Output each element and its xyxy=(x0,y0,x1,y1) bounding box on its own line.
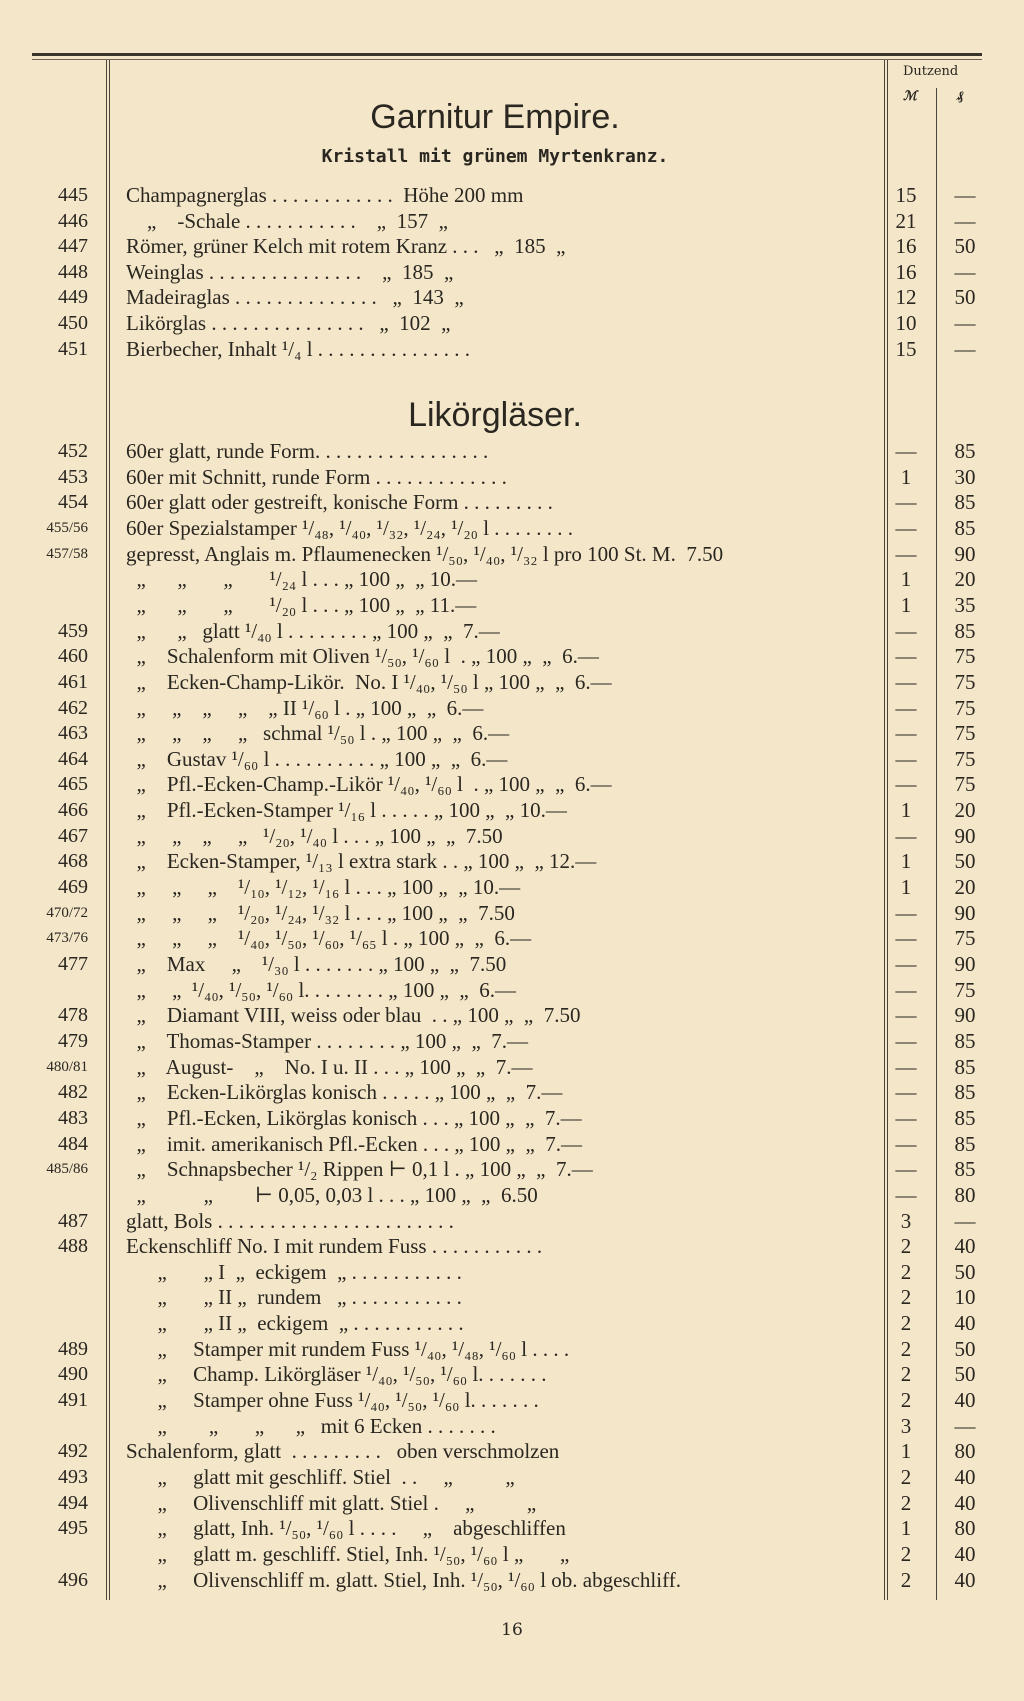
price-mark: — xyxy=(895,772,917,797)
item-number: 461 xyxy=(58,670,88,693)
item-description: „ glatt m. geschliff. Stiel, Inh. ¹/₅₀, ¹/₆₀ l „ „ xyxy=(126,1541,570,1566)
table-row xyxy=(0,439,1024,464)
item-number: 485/86 xyxy=(46,1161,88,1178)
price-pfennig: 40 xyxy=(954,1490,976,1515)
item-description: „ Pfl.-Ecken, Likörglas konisch . . . „ 100 „ „ 7.— xyxy=(126,1105,582,1130)
item-number: 465 xyxy=(58,773,88,796)
table-row xyxy=(0,875,1024,900)
item-description: „ „ ⊢ 0,05, 0,03 l . . . „ 100 „ „ 6.50 xyxy=(126,1182,538,1207)
table-row xyxy=(0,311,1024,336)
price-mark: 16 xyxy=(895,234,917,259)
section-title-garnitur-empire: Garnitur Empire. xyxy=(370,98,620,136)
price-mark: — xyxy=(895,541,917,566)
price-mark: 2 xyxy=(900,1285,912,1310)
item-description: „ „ „ „ „ II ¹/₆₀ l . „ 100 „ „ 6.— xyxy=(126,695,484,720)
item-number: 455/56 xyxy=(46,519,88,536)
item-description: „ Stamper ohne Fuss ¹/₄₀, ¹/₅₀, ¹/₆₀ l. . . . . . . xyxy=(126,1388,539,1413)
table-row xyxy=(0,798,1024,823)
table-row xyxy=(0,952,1024,977)
price-mark: 1 xyxy=(900,849,912,874)
price-mark: 15 xyxy=(895,336,917,361)
price-pfennig: 50 xyxy=(954,285,976,310)
price-pfennig: 50 xyxy=(954,234,976,259)
item-number: 470/72 xyxy=(46,904,88,921)
price-pfennig: 85 xyxy=(954,1105,976,1130)
item-description: 60er glatt oder gestreift, konische Form . . . . . . . . . xyxy=(126,490,553,515)
item-description: „ Diamant VIII, weiss oder blau . . „ 100 „ „ 7.50 xyxy=(126,1003,581,1028)
price-pfennig: — xyxy=(954,1208,976,1233)
price-pfennig: 20 xyxy=(954,567,976,592)
item-number: 459 xyxy=(58,619,88,642)
item-description: „ glatt mit geschliff. Stiel . . „ „ xyxy=(126,1465,515,1489)
item-description: „ Ecken-Stamper, ¹/₁₃ l extra stark . . „ 100 „ „ 12.— xyxy=(126,849,597,874)
price-mark: — xyxy=(895,695,917,720)
item-description: „ Stamper mit rundem Fuss ¹/₄₀, ¹/₄₈, ¹/₆₀ l . . . . xyxy=(126,1336,570,1361)
price-mark: — xyxy=(895,926,917,951)
table-row xyxy=(0,516,1024,541)
item-number: 469 xyxy=(58,876,88,899)
price-mark: 2 xyxy=(900,1541,912,1566)
price-mark: — xyxy=(895,1157,917,1182)
table-row xyxy=(0,1414,1024,1439)
table-row xyxy=(0,772,1024,797)
item-number: 450 xyxy=(58,312,88,334)
table-row xyxy=(0,1439,1024,1464)
item-number: 457/58 xyxy=(46,545,88,562)
price-mark: 2 xyxy=(900,1336,912,1361)
table-row xyxy=(0,670,1024,695)
price-pfennig: 85 xyxy=(954,490,976,515)
item-description: gepresst, Anglais m. Pflaumenecken ¹/₅₀, ¹/₄₀, ¹/₃₂ l pro 100 St. M. 7.50 xyxy=(126,541,724,566)
price-pfennig: 35 xyxy=(954,592,976,617)
item-description: „ „ II „ eckigem „ . . . . . . . . . . . xyxy=(126,1311,464,1336)
table-row xyxy=(0,1362,1024,1387)
price-mark: 1 xyxy=(900,1516,912,1541)
price-pfennig: 40 xyxy=(954,1541,976,1566)
table-row xyxy=(0,542,1024,567)
price-pfennig: 40 xyxy=(954,1465,976,1489)
price-pfennig: 85 xyxy=(954,1157,976,1182)
item-description: „ Ecken-Likörglas konisch . . . . . „ 100 „ „ 7.— xyxy=(126,1080,563,1105)
item-number: 488 xyxy=(58,1235,88,1258)
price-pfennig: — xyxy=(954,336,976,361)
table-row xyxy=(0,1132,1024,1157)
item-description: „ Ecken-Champ-Likör. No. I ¹/₄₀, ¹/₅₀ l „ 100 „ „ 6.— xyxy=(126,669,612,694)
table-row xyxy=(0,1516,1024,1541)
item-description: Champagnerglas . . . . . . . . . . . . Höhe 200 mm xyxy=(126,183,524,207)
item-number: 492 xyxy=(58,1440,88,1463)
item-description: „ „ „ ¹/₂₄ l . . . „ 100 „ „ 10.— xyxy=(126,567,478,592)
item-number: 473/76 xyxy=(46,930,88,947)
price-mark: — xyxy=(895,1131,917,1156)
item-description: „ Pfl.-Ecken-Champ.-Likör ¹/₄₀, ¹/₆₀ l . „ 100 „ „ 6.— xyxy=(126,772,612,797)
item-number: 448 xyxy=(58,260,88,283)
price-pfennig: 85 xyxy=(954,1028,976,1053)
item-description: „ „ „ ¹/₁₀, ¹/₁₂, ¹/₁₆ l . . . „ 100 „ „ 10.— xyxy=(126,875,521,900)
table-row xyxy=(0,1209,1024,1234)
item-description: „ „ I „ eckigem „ . . . . . . . . . . . xyxy=(126,1259,462,1284)
item-number: 464 xyxy=(58,747,88,770)
section-subtitle: Kristall mit grünem Myrtenkranz. xyxy=(321,146,669,167)
table-row xyxy=(0,1183,1024,1208)
item-number: 487 xyxy=(58,1209,88,1232)
item-description: Madeiraglas . . . . . . . . . . . . . . „ 143 „ xyxy=(126,285,464,310)
item-description: glatt, Bols . . . . . . . . . . . . . . . . . . . . . . . xyxy=(126,1208,454,1233)
item-number: 490 xyxy=(58,1363,88,1386)
price-pfennig: 75 xyxy=(954,977,976,1002)
price-pfennig: 85 xyxy=(954,1131,976,1156)
table-row xyxy=(0,696,1024,721)
section-title-likorglaser: Likörgläser. xyxy=(408,396,582,434)
price-pfennig: 90 xyxy=(954,541,976,566)
price-mark: — xyxy=(895,952,917,976)
table-row xyxy=(0,1568,1024,1593)
table-row xyxy=(0,1080,1024,1105)
price-mark: 3 xyxy=(900,1413,912,1438)
item-number: 491 xyxy=(58,1389,88,1412)
item-number: 460 xyxy=(58,645,88,668)
price-pfennig: 75 xyxy=(954,746,976,771)
item-description: 60er Spezialstamper ¹/₄₈, ¹/₄₀, ¹/₃₂, ¹/₂₄, ¹/₂₀ l . . . . . . . . xyxy=(126,515,574,540)
item-description: 60er mit Schnitt, runde Form . . . . . . . . . . . . . xyxy=(126,464,507,489)
item-description: Weinglas . . . . . . . . . . . . . . . „ 185 „ xyxy=(126,259,454,284)
item-description: „ Schnapsbecher ¹/₂ Rippen ⊢ 0,1 l . „ 100 „ „ 7.— xyxy=(126,1157,593,1182)
price-mark: 2 xyxy=(900,1234,912,1259)
item-number: 480/81 xyxy=(46,1058,88,1075)
price-pfennig: — xyxy=(954,1413,976,1438)
table-row xyxy=(0,721,1024,746)
price-mark: 1 xyxy=(900,464,912,489)
page-number: 16 xyxy=(501,1620,523,1640)
table-row xyxy=(0,1234,1024,1259)
table-row xyxy=(0,619,1024,644)
price-mark: 2 xyxy=(900,1490,912,1515)
item-number: 493 xyxy=(58,1466,88,1488)
item-description: „ „ „ „ schmal ¹/₅₀ l . „ 100 „ „ 6.— xyxy=(126,721,510,746)
price-pfennig: 40 xyxy=(954,1234,976,1259)
price-mark: 2 xyxy=(900,1362,912,1387)
price-pfennig: 75 xyxy=(954,926,976,951)
table-row xyxy=(0,567,1024,592)
table-row xyxy=(0,1542,1024,1567)
price-pfennig: 80 xyxy=(954,1182,976,1207)
price-mark: 1 xyxy=(900,1439,912,1464)
price-pfennig: 50 xyxy=(954,1336,976,1361)
table-row xyxy=(0,593,1024,618)
table-row xyxy=(0,490,1024,515)
table-row xyxy=(0,1029,1024,1054)
item-number: 489 xyxy=(58,1337,88,1360)
price-pfennig: 50 xyxy=(954,1259,976,1284)
price-mark: — xyxy=(895,746,917,771)
price-pfennig: 10 xyxy=(954,1285,976,1310)
item-description: „ „ „ ¹/₄₀, ¹/₅₀, ¹/₆₀, ¹/₆₅ l . „ 100 „ „ 6.— xyxy=(126,926,532,951)
item-description: „ imit. amerikanisch Pfl.-Ecken . . . „ 100 „ „ 7.— xyxy=(126,1131,583,1156)
table-row xyxy=(0,1465,1024,1490)
price-pfennig: 20 xyxy=(954,798,976,823)
price-mark: — xyxy=(895,721,917,746)
table-row xyxy=(0,901,1024,926)
price-pfennig: — xyxy=(954,259,976,284)
price-mark: 1 xyxy=(900,592,912,617)
price-pfennig: 30 xyxy=(954,464,976,489)
price-pfennig: 85 xyxy=(954,618,976,643)
item-description: Bierbecher, Inhalt ¹/₄ l . . . . . . . . . . . . . . . xyxy=(126,336,471,361)
price-mark: — xyxy=(895,618,917,643)
price-mark: — xyxy=(895,1054,917,1079)
price-pfennig: 90 xyxy=(954,823,976,848)
item-number: 478 xyxy=(58,1004,88,1027)
item-description: Likörglas . . . . . . . . . . . . . . . „ 102 „ xyxy=(126,311,451,335)
table-row xyxy=(0,1003,1024,1028)
price-pfennig: 85 xyxy=(954,439,976,463)
price-pfennig: 40 xyxy=(954,1567,976,1592)
item-number: 484 xyxy=(58,1132,88,1155)
top-rule-thick xyxy=(32,53,982,56)
item-number: 467 xyxy=(58,824,88,847)
table-row xyxy=(0,337,1024,362)
item-description: „ Schalenform mit Oliven ¹/₅₀, ¹/₆₀ l . „ 100 „ „ 6.— xyxy=(126,644,599,669)
item-description: 60er glatt, runde Form. . . . . . . . . . . . . . . . . xyxy=(126,439,489,463)
price-pfennig: 75 xyxy=(954,772,976,797)
item-number: 445 xyxy=(58,184,88,206)
price-mark: 2 xyxy=(900,1259,912,1284)
price-pfennig: 85 xyxy=(954,1054,976,1079)
price-mark: 2 xyxy=(900,1465,912,1489)
price-pfennig: 90 xyxy=(954,952,976,976)
price-mark: — xyxy=(895,1105,917,1130)
table-row xyxy=(0,260,1024,285)
item-description: „ „ „ „ mit 6 Ecken . . . . . . . xyxy=(126,1413,496,1438)
item-number: 449 xyxy=(58,286,88,309)
item-number: 479 xyxy=(58,1029,88,1052)
item-number: 454 xyxy=(58,491,88,514)
mark-currency-header: ℳ xyxy=(903,88,917,103)
price-mark: 10 xyxy=(895,311,917,335)
item-description: „ „ II „ rundem „ . . . . . . . . . . . xyxy=(126,1285,462,1310)
item-description: „ „ „ ¹/₂₀ l . . . „ 100 „ „ 11.— xyxy=(126,592,477,617)
dutzend-header: Dutzend xyxy=(903,64,959,79)
price-pfennig: 90 xyxy=(954,900,976,925)
price-pfennig: 20 xyxy=(954,875,976,900)
price-pfennig: 40 xyxy=(954,1388,976,1413)
table-row xyxy=(0,1157,1024,1182)
price-mark: — xyxy=(895,1080,917,1105)
table-row xyxy=(0,1260,1024,1285)
table-row xyxy=(0,1337,1024,1362)
item-number: 496 xyxy=(58,1568,88,1591)
price-mark: 2 xyxy=(900,1311,912,1336)
item-number: 483 xyxy=(58,1106,88,1129)
price-mark: 21 xyxy=(895,208,917,233)
item-description: „ Max „ ¹/₃₀ l . . . . . . . „ 100 „ „ 7.50 xyxy=(126,952,507,976)
item-number: 446 xyxy=(58,209,88,232)
price-mark: 2 xyxy=(900,1567,912,1592)
item-description: „ „ „ ¹/₂₀, ¹/₂₄, ¹/₃₂ l . . . „ 100 „ „ 7.50 xyxy=(126,900,515,925)
price-mark: 3 xyxy=(900,1208,912,1233)
table-row xyxy=(0,234,1024,259)
item-number: 495 xyxy=(58,1517,88,1540)
price-mark: 12 xyxy=(895,285,917,310)
price-pfennig: 75 xyxy=(954,721,976,746)
price-mark: — xyxy=(895,1028,917,1053)
item-description: „ Olivenschliff mit glatt. Stiel . „ „ xyxy=(126,1490,537,1515)
price-pfennig: 40 xyxy=(954,1311,976,1336)
item-description: „ „ glatt ¹/₄₀ l . . . . . . . . „ 100 „ „ 7.— xyxy=(126,618,500,643)
item-description: Schalenform, glatt . . . . . . . . . oben verschmolzen xyxy=(126,1439,560,1464)
price-pfennig: 75 xyxy=(954,695,976,720)
table-row xyxy=(0,209,1024,234)
price-pfennig: 90 xyxy=(954,1003,976,1028)
item-description: „ Gustav ¹/₆₀ l . . . . . . . . . . „ 100 „ „ 6.— xyxy=(126,746,508,771)
table-row xyxy=(0,465,1024,490)
item-number: 466 xyxy=(58,799,88,822)
table-row xyxy=(0,926,1024,951)
item-description: Römer, grüner Kelch mit rotem Kranz . . . „ 185 „ xyxy=(126,234,566,259)
table-row xyxy=(0,1055,1024,1080)
item-number: 451 xyxy=(58,337,88,360)
item-description: „ -Schale . . . . . . . . . . . „ 157 „ xyxy=(126,208,448,233)
pfennig-currency-header: ₰ xyxy=(957,88,964,103)
price-mark: 1 xyxy=(900,875,912,900)
table-row xyxy=(0,849,1024,874)
item-description: „ „ „ „ ¹/₂₀, ¹/₄₀ l . . . „ 100 „ „ 7.50 xyxy=(126,823,503,848)
price-mark: — xyxy=(895,900,917,925)
price-pfennig: 75 xyxy=(954,669,976,694)
table-row xyxy=(0,644,1024,669)
price-pfennig: — xyxy=(954,208,976,233)
price-pfennig: — xyxy=(954,311,976,335)
price-mark: — xyxy=(895,490,917,515)
item-description: „ glatt, Inh. ¹/₅₀, ¹/₆₀ l . . . . „ abgeschliffen xyxy=(126,1516,566,1541)
top-rule-thin xyxy=(32,59,982,60)
price-pfennig: — xyxy=(954,183,976,207)
price-pfennig: 80 xyxy=(954,1516,976,1541)
table-row xyxy=(0,1285,1024,1310)
item-number: 453 xyxy=(58,465,88,488)
table-row xyxy=(0,1491,1024,1516)
price-pfennig: 75 xyxy=(954,644,976,669)
price-mark: 15 xyxy=(895,183,917,207)
item-description: „ August- „ No. I u. II . . . „ 100 „ „ 7.— xyxy=(126,1054,533,1079)
price-mark: 1 xyxy=(900,567,912,592)
item-description: „ Thomas-Stamper . . . . . . . . „ 100 „ „ 7.— xyxy=(126,1028,529,1053)
item-number: 477 xyxy=(58,953,88,975)
price-mark: — xyxy=(895,515,917,540)
table-row xyxy=(0,747,1024,772)
price-mark: — xyxy=(895,669,917,694)
item-number: 462 xyxy=(58,696,88,719)
price-mark: — xyxy=(895,644,917,669)
item-number: 447 xyxy=(58,235,88,258)
item-description: „ Pfl.-Ecken-Stamper ¹/₁₆ l . . . . . „ 100 „ „ 10.— xyxy=(126,798,567,823)
price-mark: 16 xyxy=(895,259,917,284)
table-row xyxy=(0,1388,1024,1413)
price-pfennig: 85 xyxy=(954,1080,976,1105)
item-description: „ „ ¹/₄₀, ¹/₅₀, ¹/₆₀ l. . . . . . . . „ 100 „ „ 6.— xyxy=(126,977,517,1002)
table-row xyxy=(0,183,1024,208)
price-mark: 1 xyxy=(900,798,912,823)
item-number: 482 xyxy=(58,1081,88,1104)
price-pfennig: 80 xyxy=(954,1439,976,1464)
price-mark: 2 xyxy=(900,1388,912,1413)
table-row xyxy=(0,1106,1024,1131)
item-number: 494 xyxy=(58,1491,88,1514)
item-description: „ Champ. Likörgläser ¹/₄₀, ¹/₅₀, ¹/₆₀ l. . . . . . . xyxy=(126,1362,547,1387)
item-description: „ Olivenschliff m. glatt. Stiel, Inh. ¹/₅₀, ¹/₆₀ l ob. abgeschliff. xyxy=(126,1567,681,1592)
price-mark: — xyxy=(895,977,917,1002)
table-row xyxy=(0,285,1024,310)
item-number: 452 xyxy=(58,440,88,462)
price-pfennig: 50 xyxy=(954,1362,976,1387)
price-mark: — xyxy=(895,823,917,848)
price-mark: — xyxy=(895,1003,917,1028)
table-row xyxy=(0,824,1024,849)
table-row xyxy=(0,978,1024,1003)
item-number: 468 xyxy=(58,850,88,873)
table-row xyxy=(0,1311,1024,1336)
price-pfennig: 50 xyxy=(954,849,976,874)
price-mark: — xyxy=(895,439,917,463)
item-number: 463 xyxy=(58,722,88,745)
price-mark: — xyxy=(895,1182,917,1207)
item-description: Eckenschliff No. I mit rundem Fuss . . . . . . . . . . . xyxy=(126,1234,543,1259)
price-pfennig: 85 xyxy=(954,515,976,540)
